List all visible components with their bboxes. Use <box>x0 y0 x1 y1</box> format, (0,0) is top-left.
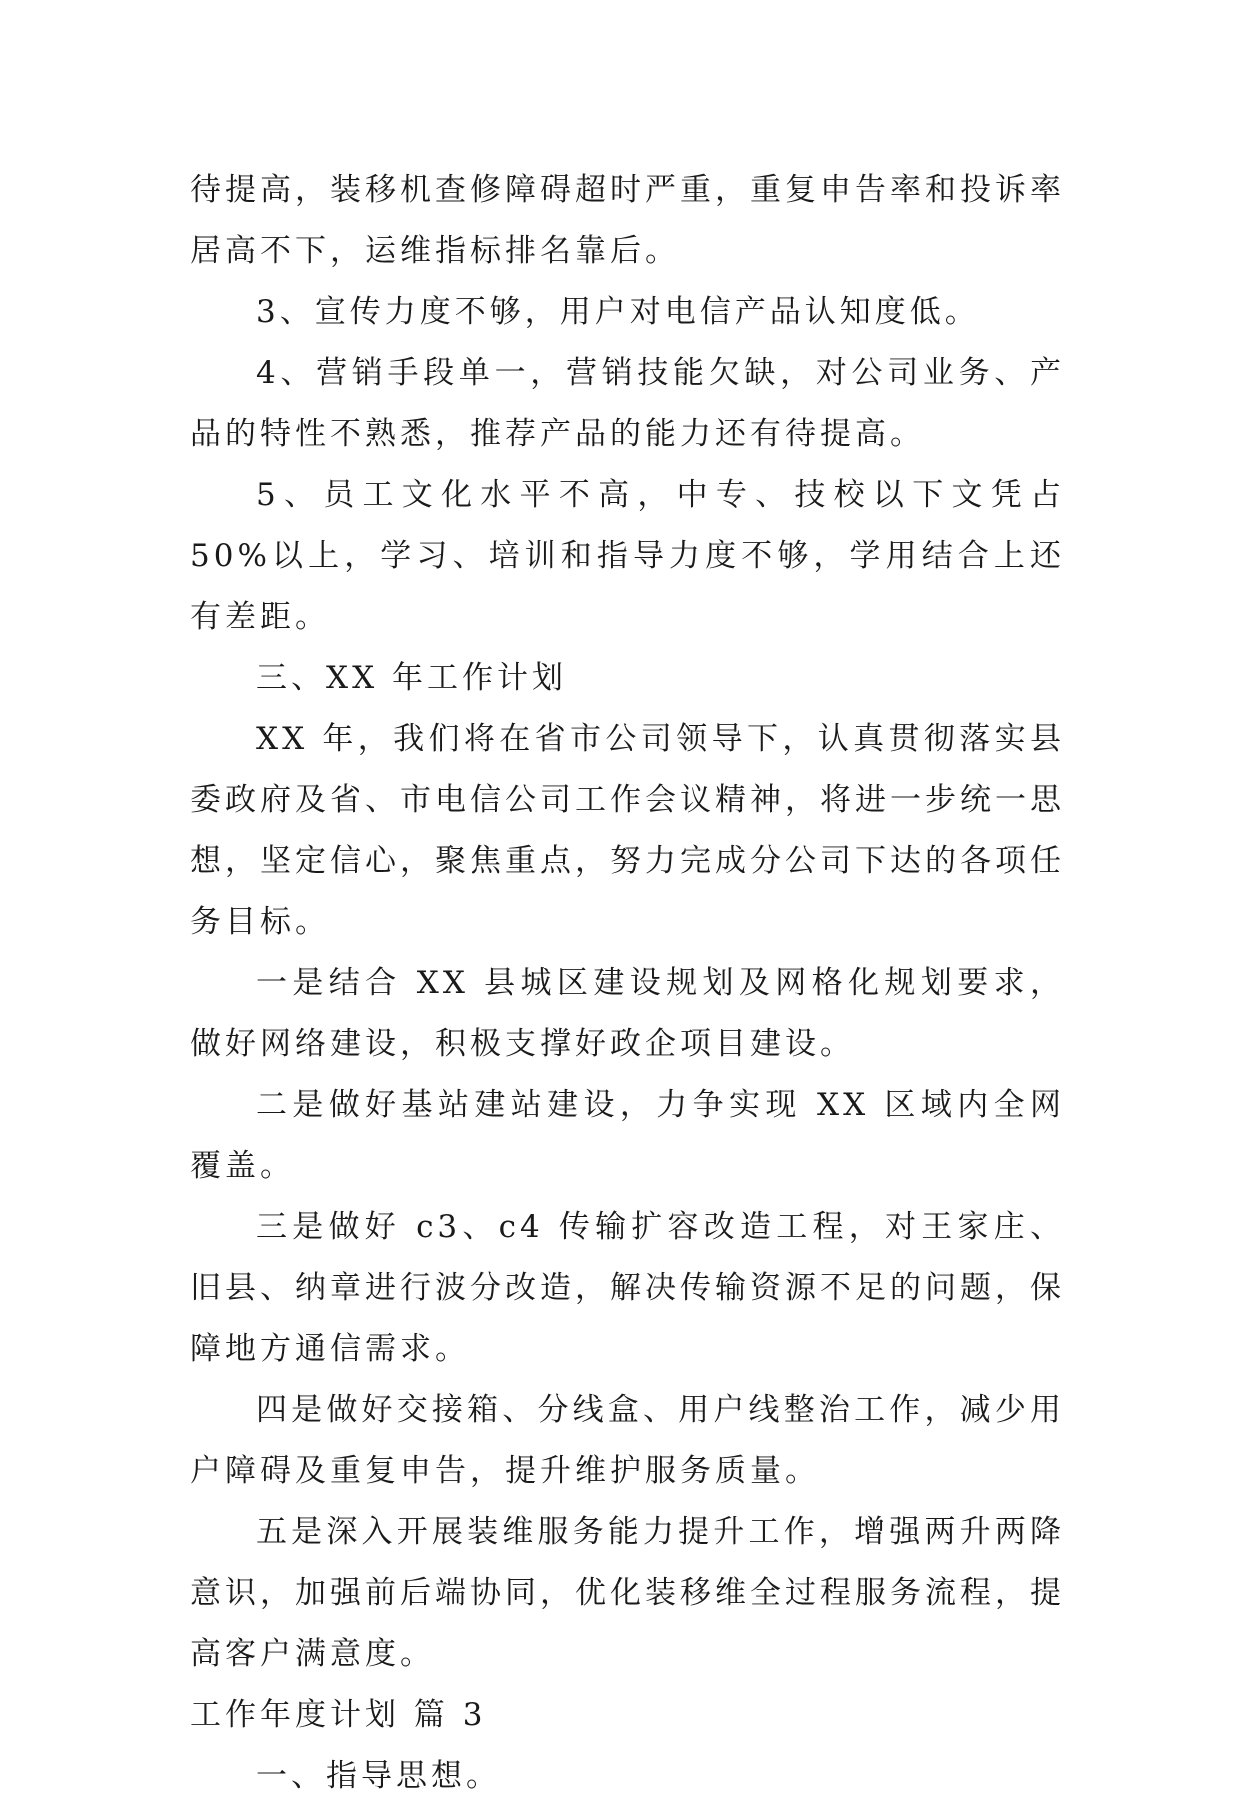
paragraph-plan-intro: XX 年，我们将在省市公司领导下，认真贯彻落实县委政府及省、市电信公司工作会议精神，将进一步统一思想，坚定信心，聚焦重点，努力完成分公司下达的各项任务目标。 <box>190 721 1065 940</box>
paragraph-item-5: 5、员工文化水平不高，中专、技校以下文凭占 50%以上，学习、培训和指导力度不够，学用结合上还有差距。 <box>190 477 1065 635</box>
section-heading-plan: 三、XX 年工作计划 <box>256 660 567 696</box>
section-heading-guiding: 一、指导思想。 <box>256 1758 501 1794</box>
paragraph-item-4: 4、营销手段单一，营销技能欠缺，对公司业务、产品的特性不熟悉，推荐产品的能力还有待提高。 <box>190 355 1065 452</box>
article-title: 工作年度计划 篇 3 <box>190 1697 487 1733</box>
document-body <box>190 160 1065 1807</box>
paragraph-plan-3: 三是做好 c3、c4 传输扩容改造工程，对王家庄、旧县、纳章进行波分改造，解决传输资源不足的问题，保障地方通信需求。 <box>190 1209 1065 1367</box>
paragraph-continuation: 待提高，装移机查修障碍超时严重，重复申告率和投诉率居高不下，运维指标排名靠后。 <box>190 172 1065 269</box>
paragraph-plan-1: 一是结合 XX 县城区建设规划及网格化规划要求，做好网络建设，积极支撑好政企项目建设。 <box>190 965 1065 1062</box>
paragraph-plan-2: 二是做好基站建站建设，力争实现 XX 区域内全网覆盖。 <box>190 1087 1065 1184</box>
paragraph-item-3: 3、宣传力度不够，用户对电信产品认知度低。 <box>256 294 980 330</box>
paragraph-plan-5: 五是深入开展装维服务能力提升工作，增强两升两降意识，加强前后端协同，优化装移维全过程服务流程，提高客户满意度。 <box>190 1514 1065 1672</box>
paragraph-plan-4: 四是做好交接箱、分线盒、用户线整治工作，减少用户障碍及重复申告，提升维护服务质量。 <box>190 1392 1065 1489</box>
